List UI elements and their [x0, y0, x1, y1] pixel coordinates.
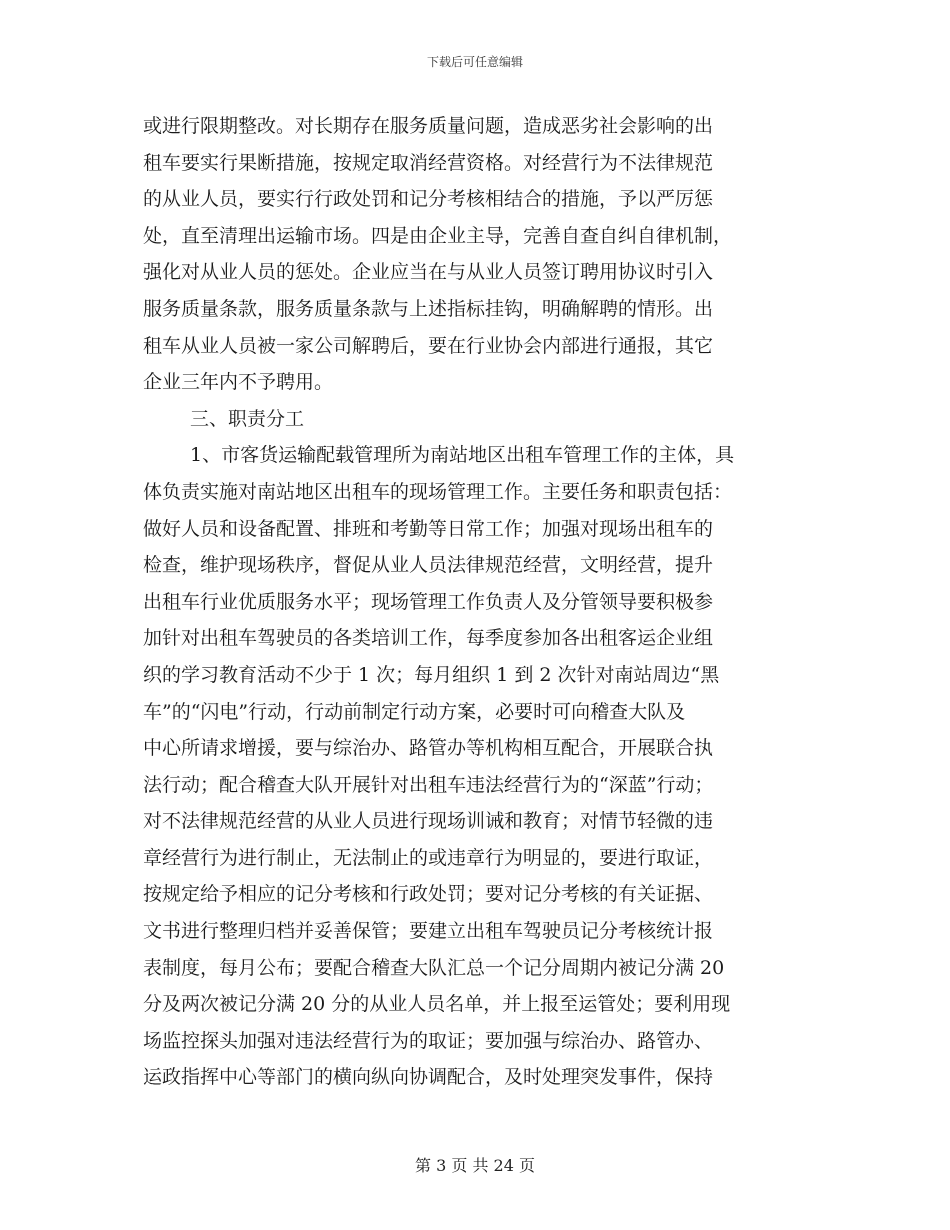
- text-line: 法行动；配合稽查大队开展针对出租车违法经营行为的“深蓝”行动；: [143, 773, 714, 796]
- text-line: 运政指挥中心等部门的横向纵向协调配合，及时处理突发事件，保持: [143, 1066, 714, 1089]
- text-line: 场监控探头加强对违法经营行为的取证；要加强与综治办、路管办、: [143, 1029, 714, 1052]
- text-line: 租车从业人员被一家公司解聘后，要在行业协会内部进行通报，其它: [143, 334, 714, 357]
- paragraph-start: 1、市客货运输配载管理所为南站地区出租车管理工作的主体，具: [190, 444, 735, 467]
- text-line: 加针对出租车驾驶员的各类培训工作，每季度参加各出租客运企业组: [143, 627, 714, 650]
- text-line: 出租车行业优质服务水平；现场管理工作负责人及分管领导要积极参: [143, 590, 714, 613]
- text-line: 织的学习教育活动不少于 1 次；每月组织 1 到 2 次针对南站周边“黑: [143, 663, 720, 686]
- text-line: 体负责实施对南站地区出租车的现场管理工作。主要任务和职责包括：: [143, 480, 733, 503]
- text-line: 强化对从业人员的惩处。企业应当在与从业人员签订聘用协议时引入: [143, 261, 714, 284]
- document-body: [143, 108, 808, 1096]
- text-line: 租车要实行果断措施，按规定取消经营资格。对经营行为不法律规范: [143, 151, 714, 174]
- text-line: 按规定给予相应的记分考核和行政处罚；要对记分考核的有关证据、: [143, 883, 714, 906]
- text-line: 检查，维护现场秩序，督促从业人员法律规范经营，文明经营，提升: [143, 554, 714, 577]
- section-heading: 三、职责分工: [190, 407, 305, 430]
- text-line: 的从业人员，要实行行政处罚和记分考核相结合的措施，予以严厉惩: [143, 188, 714, 211]
- page-number: 第 3 页 共 24 页: [415, 1156, 535, 1175]
- text-line: 企业三年内不予聘用。: [143, 371, 334, 394]
- text-line: 处，直至清理出运输市场。四是由企业主导，完善自查自纠自律机制，: [143, 224, 733, 247]
- text-line: 服务质量条款，服务质量条款与上述指标挂钩，明确解聘的情形。出: [143, 297, 714, 320]
- text-line: 表制度，每月公布；要配合稽查大队汇总一个记分周期内被记分满 20: [143, 956, 725, 979]
- text-line: 分及两次被记分满 20 分的从业人员名单，并上报至运管处；要利用现: [143, 993, 731, 1016]
- text-line: 车”的“闪电”行动，行动前制定行动方案，必要时可向稽查大队及: [143, 700, 686, 723]
- text-line: 对不法律规范经营的从业人员进行现场训诫和教育；对情节轻微的违: [143, 810, 714, 833]
- text-line: 文书进行整理归档并妥善保管；要建立出租车驾驶员记分考核统计报: [143, 920, 714, 943]
- text-line: 做好人员和设备配置、排班和考勤等日常工作；加强对现场出租车的: [143, 517, 714, 540]
- text-line: 或进行限期整改。对长期存在服务质量问题，造成恶劣社会影响的出: [143, 115, 714, 137]
- header-note: 下载后可任意编辑: [426, 55, 523, 69]
- text-line: 章经营行为进行制止，无法制止的或违章行为明显的，要进行取证，: [143, 846, 714, 869]
- text-line: 中心所请求增援，要与综治办、路管办等机构相互配合，开展联合执: [143, 737, 714, 760]
